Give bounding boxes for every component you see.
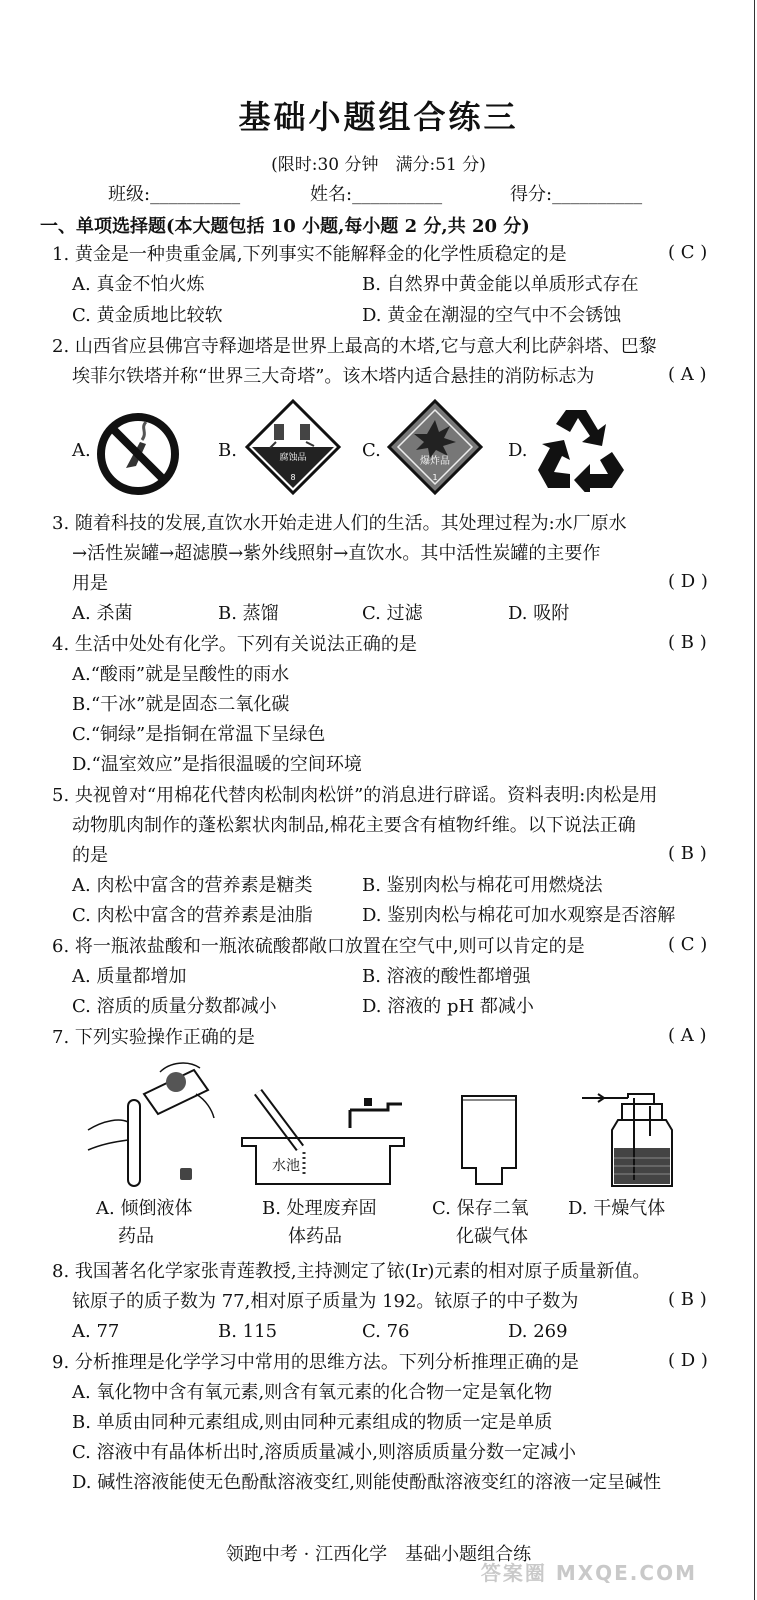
question-1-option-b: B. 自然界中黄金能以单质形式存在 [362, 274, 639, 295]
question-4-answer: ( B ) [668, 632, 707, 653]
question-7-answer: ( A ) [668, 1025, 707, 1046]
question-5-option-c: C. 肉松中富含的营养素是油脂 [72, 905, 313, 926]
question-9-option-c: C. 溶液中有晶体析出时,溶质质量减小,则溶质质量分数一定减小 [72, 1442, 577, 1463]
question-1-option-c: C. 黄金质地比较软 [72, 305, 223, 326]
question-8-line-2: 铱原子的质子数为 77,相对原子质量为 192。铱原子的中子数为 [72, 1291, 579, 1312]
question-5-line-2: 动物肌肉制作的蓬松絮状肉制品,棉花主要含有植物纤维。以下说法正确 [72, 815, 636, 836]
question-3-line-3: 用是 [72, 573, 108, 594]
question-5-line-3: 的是 [72, 845, 108, 866]
question-4-stem: 4. 生活中处处有化学。下列有关说法正确的是 [52, 634, 417, 655]
question-2-line-1: 2. 山西省应县佛宫寺释迦塔是世界上最高的木塔,它与意大利比萨斜塔、巴黎 [52, 336, 657, 357]
section-title: 一、单项选择题(本大题包括 10 小题,每小题 2 分,共 20 分) [40, 216, 530, 237]
question-5-option-b: B. 鉴别肉松与棉花可用燃烧法 [362, 875, 603, 896]
explosive-class-number: 1 [432, 473, 438, 482]
page-footer: 领跑中考 · 江西化学 基础小题组合练 [225, 1544, 532, 1565]
question-4-option-a: A.“酸雨”就是呈酸性的雨水 [72, 664, 290, 685]
question-4-option-c: C.“铜绿”是指铜在常温下呈绿色 [72, 724, 326, 745]
question-3-line-1: 3. 随着科技的发展,直饮水开始走进人们的生活。其处理过程为:水厂原水 [52, 513, 627, 534]
question-7-option-b-line-2: 体药品 [288, 1226, 342, 1247]
gas-jar-illustration [450, 1090, 530, 1190]
question-1-option-d: D. 黄金在潮湿的空气中不会锈蚀 [362, 305, 622, 326]
question-2-line-2: 埃菲尔铁塔并称“世界三大奇塔”。该木塔内适合悬挂的消防标志为 [72, 366, 595, 387]
question-7-option-a-line-1: A. 倾倒液体 [96, 1198, 193, 1219]
question-9-option-d: D. 碱性溶液能使无色酚酞溶液变红,则能使酚酞溶液变红的溶液一定呈碱性 [72, 1472, 661, 1493]
question-6-option-c: C. 溶质的质量分数都减小 [72, 996, 277, 1017]
question-7-option-a-line-2: 药品 [118, 1226, 154, 1247]
question-1-stem: 1. 黄金是一种贵重金属,下列事实不能解释金的化学性质稳定的是 [52, 244, 567, 265]
question-6-option-a: A. 质量都增加 [72, 966, 187, 987]
watermark-logo: 答案圈 MXQE.COM [480, 1561, 697, 1585]
question-1-option-a: A. 真金不怕火炼 [72, 274, 205, 295]
no-smoking-sign-icon [96, 412, 180, 496]
question-5-answer: ( B ) [668, 843, 707, 864]
question-2-option-b: B. [218, 440, 237, 461]
question-7-stem: 7. 下列实验操作正确的是 [52, 1027, 255, 1048]
gas-drying-bottle-illustration [578, 1082, 688, 1192]
question-4-option-d: D.“温室效应”是指很温暖的空间环境 [72, 754, 362, 775]
question-5-option-d: D. 鉴别肉松与棉花可加水观察是否溶解 [362, 905, 676, 926]
question-2-option-a: A. [72, 440, 91, 461]
question-9-stem: 9. 分析推理是化学学习中常用的思维方法。下列分析推理正确的是 [52, 1352, 579, 1373]
margin-rule [754, 0, 755, 1600]
pouring-liquid-illustration [84, 1060, 234, 1190]
question-6-option-d: D. 溶液的 pH 都减小 [362, 996, 534, 1017]
question-8-option-a: A. 77 [72, 1321, 120, 1342]
question-8-option-c: C. 76 [362, 1321, 410, 1342]
question-4-option-b: B.“干冰”就是固态二氧化碳 [72, 694, 290, 715]
question-7-option-c-line-2: 化碳气体 [456, 1226, 528, 1247]
time-and-score-limit: (限时:30 分钟 满分:51 分) [271, 155, 486, 175]
sink-label: 水池 [272, 1158, 300, 1174]
question-8-option-d: D. 269 [508, 1321, 568, 1342]
corrosive-sign-icon [244, 398, 342, 496]
page-title: 基础小题组合练三 [238, 98, 519, 136]
question-7-option-c-line-1: C. 保存二氧 [432, 1198, 529, 1219]
question-2-option-d: D. [508, 440, 528, 461]
question-3-option-b: B. 蒸馏 [218, 603, 279, 624]
name-field: 姓名:__________ [310, 184, 443, 205]
score-field: 得分:__________ [510, 184, 643, 205]
question-8-answer: ( B ) [668, 1289, 707, 1310]
corrosive-label: 腐蚀品 [279, 453, 307, 463]
question-2-answer: ( A ) [668, 364, 707, 385]
question-7-option-d: D. 干燥气体 [568, 1198, 666, 1219]
question-6-stem: 6. 将一瓶浓盐酸和一瓶浓硫酸都敞口放置在空气中,则可以肯定的是 [52, 936, 585, 957]
question-3-option-a: A. 杀菌 [72, 603, 133, 624]
question-1-answer: ( C ) [668, 242, 708, 263]
question-5-option-a: A. 肉松中富含的营养素是糖类 [72, 875, 313, 896]
explosive-sign-icon [386, 398, 484, 496]
recycling-sign-icon [532, 404, 628, 492]
question-8-option-b: B. 115 [218, 1321, 278, 1342]
question-3-answer: ( D ) [668, 571, 708, 592]
question-3-line-2: →活性炭罐→超滤膜→紫外线照射→直饮水。其中活性炭罐的主要作 [72, 543, 601, 564]
question-3-option-d: D. 吸附 [508, 603, 570, 624]
question-6-answer: ( C ) [668, 934, 708, 955]
explosive-label: 爆炸品 [420, 456, 450, 467]
question-9-answer: ( D ) [668, 1350, 708, 1371]
question-9-option-b: B. 单质由同种元素组成,则由同种元素组成的物质一定是单质 [72, 1412, 553, 1433]
class-field: 班级:__________ [108, 184, 241, 205]
waste-disposal-sink-illustration [238, 1088, 408, 1190]
question-7-option-b-line-1: B. 处理废弃固 [262, 1198, 377, 1219]
question-8-line-1: 8. 我国著名化学家张青莲教授,主持测定了铱(Ir)元素的相对原子质量新值。 [52, 1261, 651, 1282]
question-6-option-b: B. 溶液的酸性都增强 [362, 966, 531, 987]
corrosive-class-number: 8 [290, 473, 296, 482]
question-5-line-1: 5. 央视曾对“用棉花代替肉松制肉松饼”的消息进行辟谣。资料表明:肉松是用 [52, 785, 658, 806]
question-2-option-c: C. [362, 440, 381, 461]
question-3-option-c: C. 过滤 [362, 603, 423, 624]
question-9-option-a: A. 氧化物中含有氧元素,则含有氧元素的化合物一定是氧化物 [72, 1382, 553, 1403]
